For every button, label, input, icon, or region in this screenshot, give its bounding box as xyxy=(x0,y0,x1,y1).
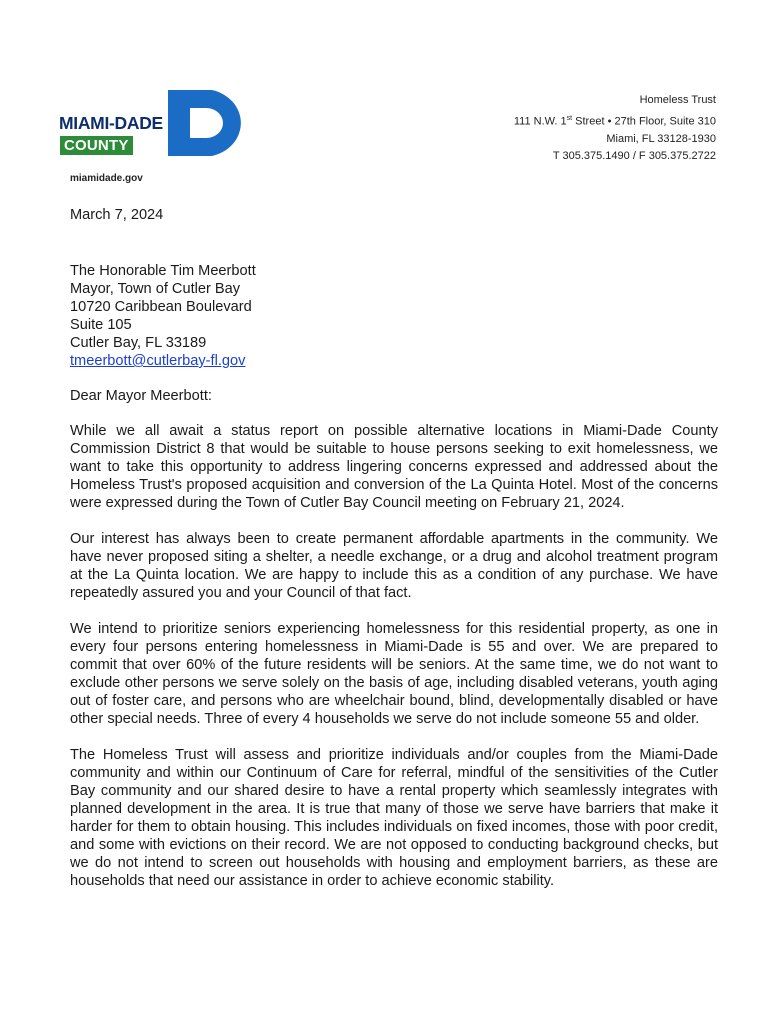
letter-body xyxy=(70,206,718,908)
sender-address xyxy=(514,110,716,131)
paragraph: We intend to prioritize seniors experiencing homelessness for this residential property, as one in every four persons entering homelessness in Miami-Dade is 55 and over. We are prepared to commit that over 60% of the future residents will be seniors. At the same time, we do not want to exclude other persons we serve solely on the basis of age, including disabled veterans, youth aging out of foster care, and persons who are wheelchair bound, blind, developmentally disabled or have other special needs. Three of every 4 households we serve do not include someone 55 and older. xyxy=(70,621,718,727)
paragraph: While we all await a status report on possible alternative locations in Miami-Dade County Commission District 8 that would be suitable to house persons seeking to exit homelessness, we want to take this opportunity to address lingering concerns expressed and addressed about the Homeless Trust's proposed acquisition and conversion of the La Quinta Hotel. Most of the concerns were expressed during the Town of Cutler Bay Council meeting on February 21, 2024. xyxy=(70,423,718,511)
salutation: Dear Mayor Meerbott: xyxy=(70,388,212,404)
recipient-line: Mayor, Town of Cutler Bay xyxy=(70,281,241,297)
recipient-line: Cutler Bay, FL 33189 xyxy=(70,335,207,351)
sender-block xyxy=(514,92,716,166)
address-sup: st xyxy=(566,114,573,122)
website-url: miamidade.gov xyxy=(70,173,143,184)
logo-wordmark: MIAMI-DADE xyxy=(58,113,166,133)
recipient-line: Suite 105 xyxy=(70,317,132,333)
paragraph: The Homeless Trust will assess and prioritize individuals and/or couples from the Miami-Dade community and within our Continuum of Care for referral, mindful of the sensitivities of the Cutler Bay community and our shared desire to have a rental property which seamlessly integrates with planned development in the area. It is true that many of those we serve have barriers that make it harder for them to obtain housing. This includes individuals on fixed incomes, those with poor credit, and some with evictions on their record. We are not opposed to conducting background checks, but we do not intend to screen out households with housing and employment barriers, as these are households that need our assistance in order to achieve economic stability. xyxy=(70,747,718,889)
paragraph: Our interest has always been to create permanent affordable apartments in the community. We have never proposed siting a shelter, a needle exchange, or a drug and alcohol treatment program at the La Quinta location. We are happy to include this as a condition of any purchase. We have repeatedly assured you and your Council of that fact. xyxy=(70,531,718,601)
recipient-email-link[interactable]: tmeerbott@cutlerbay-fl.gov xyxy=(70,353,246,369)
letter-date: March 7, 2024 xyxy=(70,207,164,223)
address-part: Street • 27th Floor, Suite 310 xyxy=(572,115,716,128)
sender-dept: Homeless Trust xyxy=(639,94,716,106)
sender-city: Miami, FL 33128-1930 xyxy=(606,132,716,145)
logo-county-label: COUNTY xyxy=(60,136,133,155)
county-logo xyxy=(58,88,200,158)
sender-phone: T 305.375.1490 / F 305.375.2722 xyxy=(552,150,716,163)
recipient-block xyxy=(70,262,718,370)
recipient-line: The Honorable Tim Meerbott xyxy=(70,263,256,279)
recipient-line: 10720 Caribbean Boulevard xyxy=(70,299,252,315)
address-part: 111 N.W. 1 xyxy=(513,115,567,128)
